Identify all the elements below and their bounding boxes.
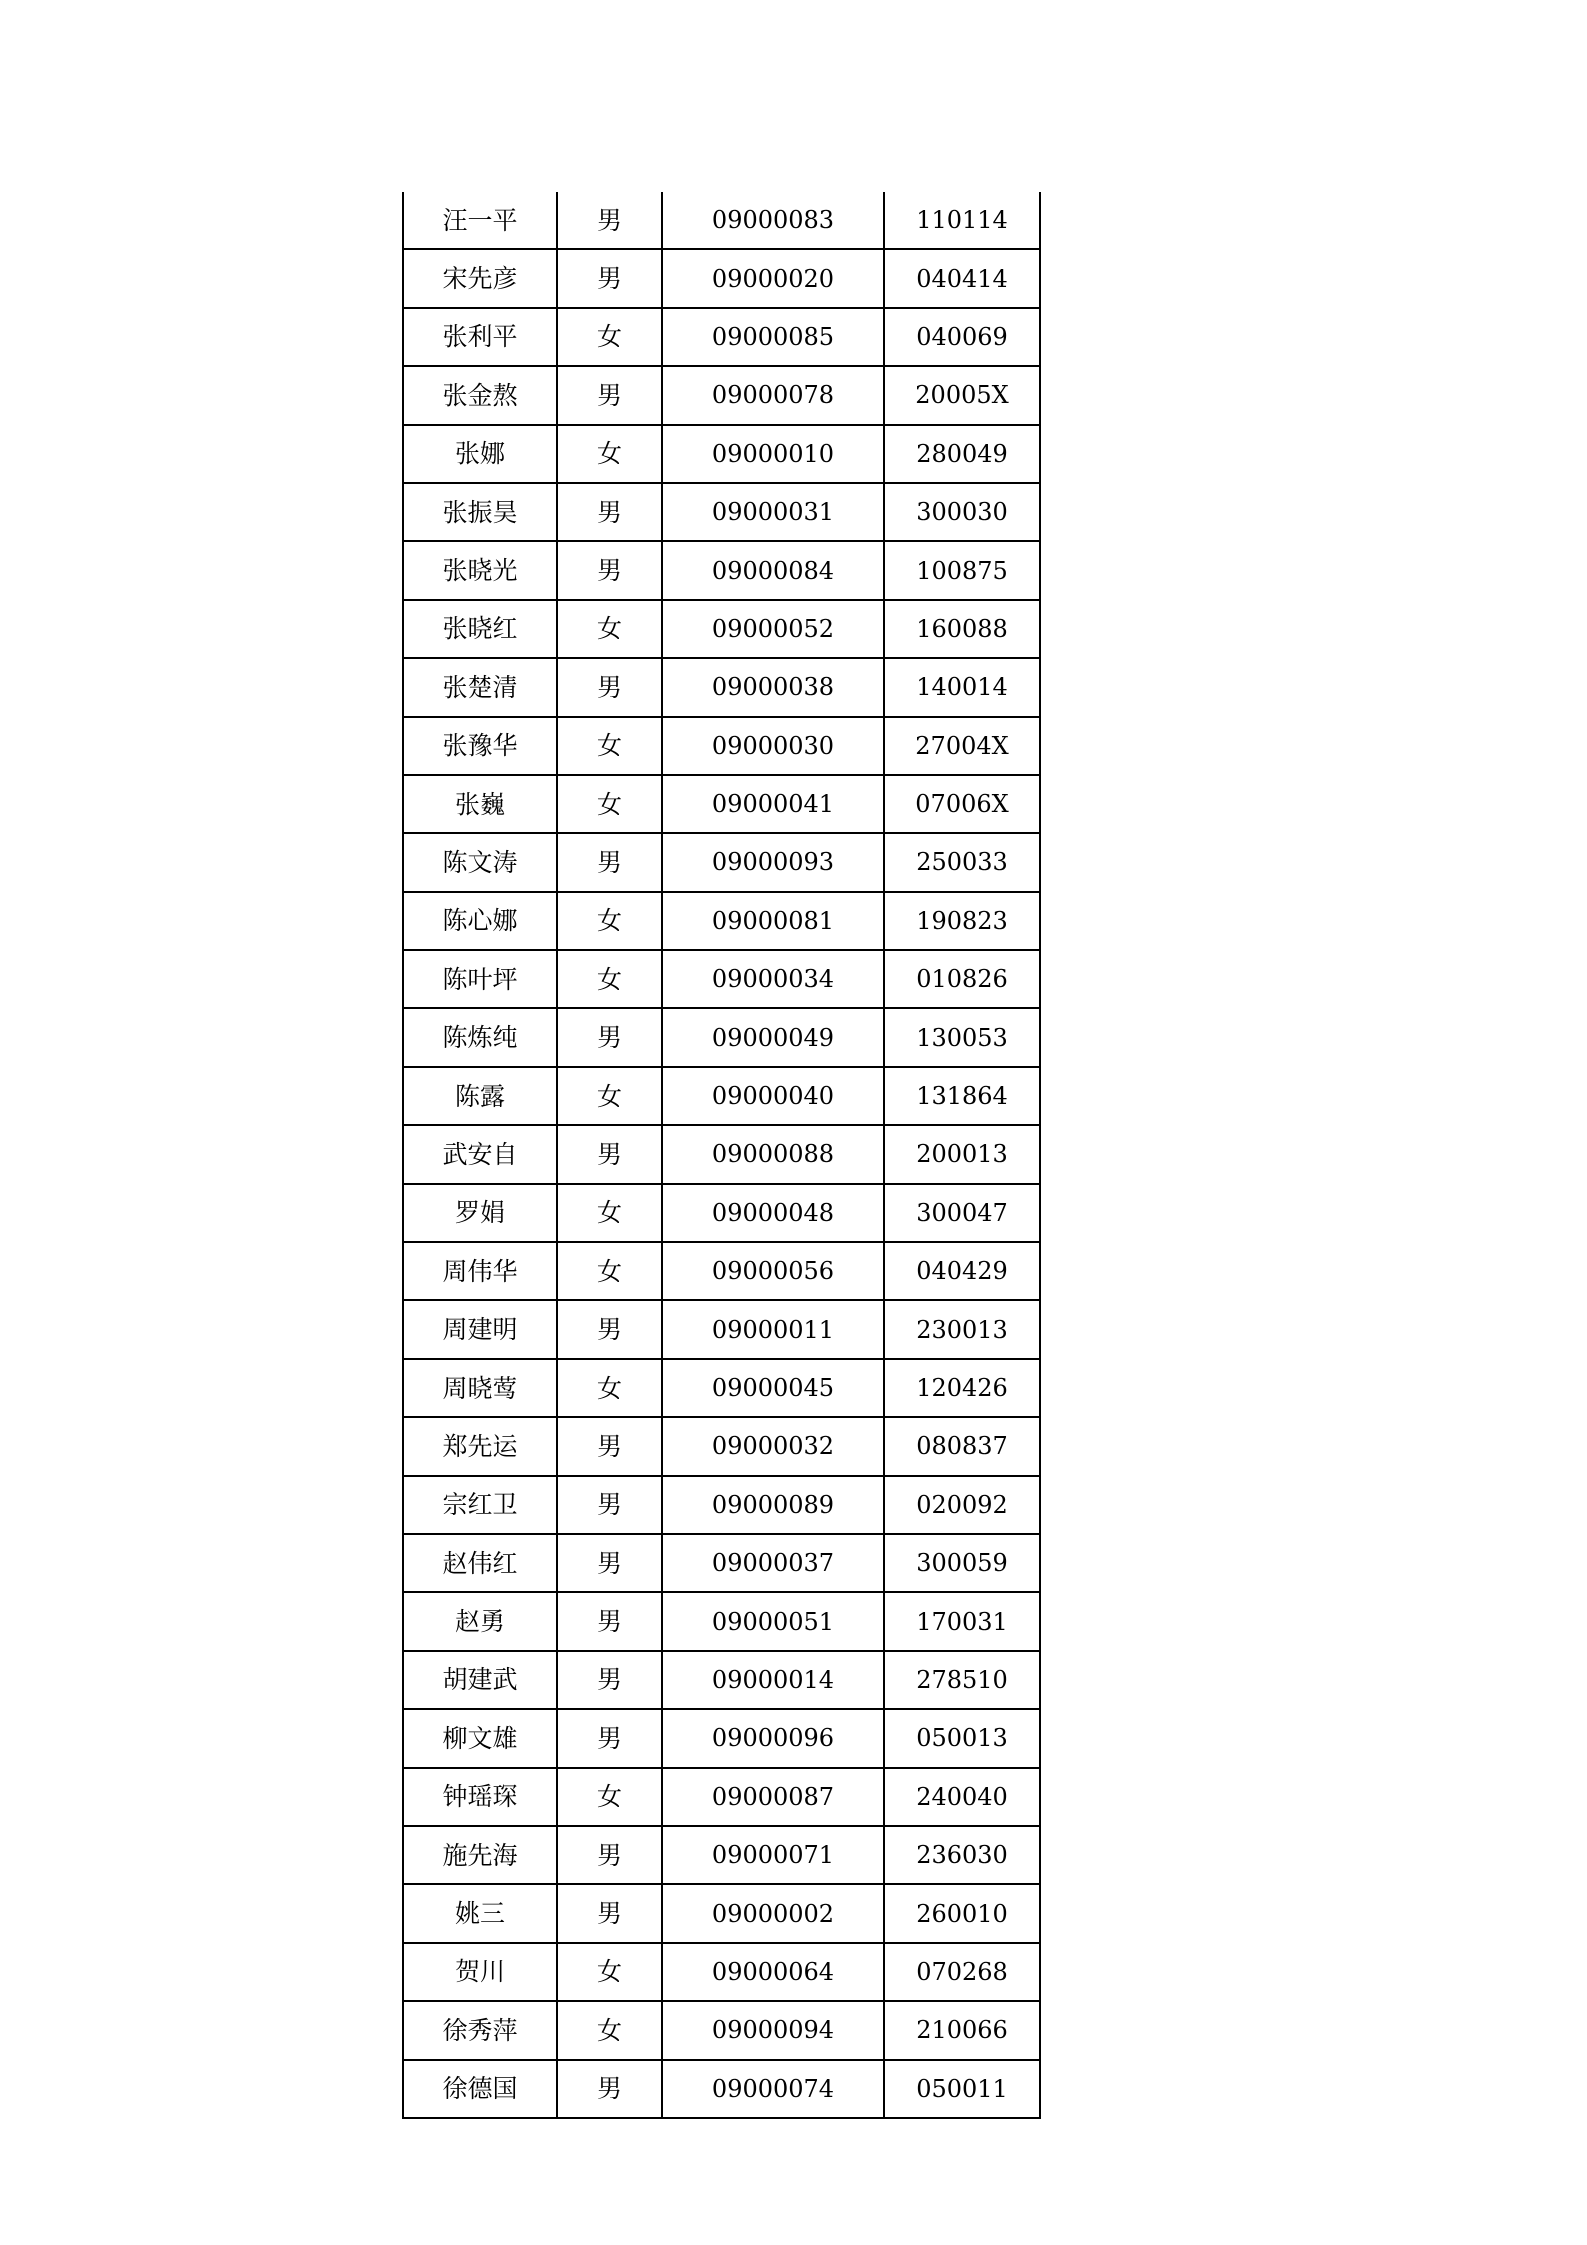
gender-cell: 女 [557,717,662,775]
gender-cell: 男 [557,1592,662,1650]
name-cell: 陈叶坪 [403,950,557,1008]
gender-cell: 男 [557,1300,662,1358]
name-cell: 陈露 [403,1067,557,1125]
gender-cell: 男 [557,1826,662,1884]
gender-cell: 女 [557,308,662,366]
id-number-cell: 09000049 [662,1008,884,1066]
code-cell: 300047 [884,1184,1040,1242]
code-cell: 07006X [884,775,1040,833]
table-row [403,541,1040,599]
id-number-cell: 09000084 [662,541,884,599]
code-cell: 080837 [884,1417,1040,1475]
code-cell: 240040 [884,1768,1040,1826]
id-number-cell: 09000083 [662,192,884,249]
gender-cell: 女 [557,1768,662,1826]
code-cell: 300030 [884,483,1040,541]
gender-cell: 男 [557,658,662,716]
id-number-cell: 09000014 [662,1651,884,1709]
id-number-cell: 09000081 [662,892,884,950]
id-number-cell: 09000011 [662,1300,884,1358]
table-row [403,1826,1040,1884]
name-cell: 张振昊 [403,483,557,541]
id-number-cell: 09000038 [662,658,884,716]
table-row [403,2060,1040,2118]
code-cell: 050013 [884,1709,1040,1767]
code-cell: 190823 [884,892,1040,950]
id-number-cell: 09000045 [662,1359,884,1417]
roster-table-body [403,192,1040,2118]
table-row [403,192,1040,249]
id-number-cell: 09000093 [662,833,884,891]
id-number-cell: 09000034 [662,950,884,1008]
id-number-cell: 09000048 [662,1184,884,1242]
name-cell: 陈炼纯 [403,1008,557,1066]
gender-cell: 女 [557,1067,662,1125]
gender-cell: 男 [557,1417,662,1475]
roster-table [402,192,1041,2119]
code-cell: 27004X [884,717,1040,775]
name-cell: 汪一平 [403,192,557,249]
table-row [403,1008,1040,1066]
id-number-cell: 09000071 [662,1826,884,1884]
code-cell: 050011 [884,2060,1040,2118]
id-number-cell: 09000056 [662,1242,884,1300]
gender-cell: 男 [557,541,662,599]
name-cell: 周晓莺 [403,1359,557,1417]
table-row [403,1067,1040,1125]
code-cell: 100875 [884,541,1040,599]
table-row [403,1768,1040,1826]
id-number-cell: 09000031 [662,483,884,541]
name-cell: 张楚清 [403,658,557,716]
name-cell: 张晓光 [403,541,557,599]
table-row [403,1534,1040,1592]
code-cell: 040414 [884,249,1040,307]
name-cell: 徐秀萍 [403,2001,557,2059]
table-row [403,1184,1040,1242]
code-cell: 170031 [884,1592,1040,1650]
gender-cell: 男 [557,1125,662,1183]
code-cell: 278510 [884,1651,1040,1709]
name-cell: 宗红卫 [403,1476,557,1534]
name-cell: 施先海 [403,1826,557,1884]
table-row [403,483,1040,541]
code-cell: 131864 [884,1067,1040,1125]
id-number-cell: 09000020 [662,249,884,307]
table-row [403,1242,1040,1300]
code-cell: 200013 [884,1125,1040,1183]
table-row [403,950,1040,1008]
code-cell: 20005X [884,366,1040,424]
name-cell: 钟瑶琛 [403,1768,557,1826]
gender-cell: 女 [557,600,662,658]
code-cell: 210066 [884,2001,1040,2059]
gender-cell: 男 [557,366,662,424]
name-cell: 徐德国 [403,2060,557,2118]
table-row [403,717,1040,775]
id-number-cell: 09000052 [662,600,884,658]
table-row [403,775,1040,833]
gender-cell: 男 [557,1476,662,1534]
name-cell: 陈心娜 [403,892,557,950]
name-cell: 郑先运 [403,1417,557,1475]
code-cell: 120426 [884,1359,1040,1417]
code-cell: 010826 [884,950,1040,1008]
id-number-cell: 09000041 [662,775,884,833]
table-row [403,658,1040,716]
table-row [403,1709,1040,1767]
gender-cell: 男 [557,1008,662,1066]
name-cell: 张豫华 [403,717,557,775]
code-cell: 040069 [884,308,1040,366]
gender-cell: 女 [557,1242,662,1300]
id-number-cell: 09000096 [662,1709,884,1767]
table-row [403,1884,1040,1942]
id-number-cell: 09000078 [662,366,884,424]
gender-cell: 男 [557,833,662,891]
name-cell: 胡建武 [403,1651,557,1709]
table-row [403,1651,1040,1709]
id-number-cell: 09000010 [662,425,884,483]
id-number-cell: 09000040 [662,1067,884,1125]
id-number-cell: 09000032 [662,1417,884,1475]
name-cell: 罗娟 [403,1184,557,1242]
name-cell: 张利平 [403,308,557,366]
code-cell: 160088 [884,600,1040,658]
id-number-cell: 09000089 [662,1476,884,1534]
name-cell: 武安自 [403,1125,557,1183]
code-cell: 250033 [884,833,1040,891]
name-cell: 陈文涛 [403,833,557,891]
gender-cell: 男 [557,1884,662,1942]
gender-cell: 女 [557,892,662,950]
id-number-cell: 09000094 [662,2001,884,2059]
name-cell: 贺川 [403,1943,557,2001]
code-cell: 070268 [884,1943,1040,2001]
code-cell: 110114 [884,192,1040,249]
name-cell: 周伟华 [403,1242,557,1300]
code-cell: 280049 [884,425,1040,483]
table-row [403,1592,1040,1650]
table-row [403,2001,1040,2059]
gender-cell: 男 [557,483,662,541]
table-row [403,425,1040,483]
gender-cell: 男 [557,1534,662,1592]
table-row [403,366,1040,424]
table-row [403,1300,1040,1358]
table-row [403,308,1040,366]
gender-cell: 女 [557,425,662,483]
table-row [403,600,1040,658]
id-number-cell: 09000002 [662,1884,884,1942]
code-cell: 230013 [884,1300,1040,1358]
name-cell: 张巍 [403,775,557,833]
name-cell: 周建明 [403,1300,557,1358]
table-row [403,1417,1040,1475]
id-number-cell: 09000074 [662,2060,884,2118]
code-cell: 260010 [884,1884,1040,1942]
code-cell: 300059 [884,1534,1040,1592]
gender-cell: 女 [557,950,662,1008]
gender-cell: 女 [557,775,662,833]
name-cell: 张金熬 [403,366,557,424]
gender-cell: 男 [557,1651,662,1709]
id-number-cell: 09000037 [662,1534,884,1592]
gender-cell: 女 [557,1359,662,1417]
id-number-cell: 09000051 [662,1592,884,1650]
name-cell: 赵勇 [403,1592,557,1650]
code-cell: 140014 [884,658,1040,716]
code-cell: 040429 [884,1242,1040,1300]
code-cell: 236030 [884,1826,1040,1884]
gender-cell: 男 [557,249,662,307]
gender-cell: 女 [557,2001,662,2059]
table-row [403,1359,1040,1417]
gender-cell: 男 [557,2060,662,2118]
id-number-cell: 09000087 [662,1768,884,1826]
name-cell: 柳文雄 [403,1709,557,1767]
id-number-cell: 09000088 [662,1125,884,1183]
table-row [403,1476,1040,1534]
id-number-cell: 09000064 [662,1943,884,2001]
name-cell: 张晓红 [403,600,557,658]
code-cell: 020092 [884,1476,1040,1534]
table-row [403,833,1040,891]
name-cell: 赵伟红 [403,1534,557,1592]
code-cell: 130053 [884,1008,1040,1066]
name-cell: 姚三 [403,1884,557,1942]
gender-cell: 男 [557,192,662,249]
name-cell: 张娜 [403,425,557,483]
gender-cell: 男 [557,1709,662,1767]
table-row [403,249,1040,307]
table-row [403,892,1040,950]
table-row [403,1943,1040,2001]
name-cell: 宋先彦 [403,249,557,307]
gender-cell: 女 [557,1943,662,2001]
id-number-cell: 09000030 [662,717,884,775]
table-row [403,1125,1040,1183]
id-number-cell: 09000085 [662,308,884,366]
gender-cell: 女 [557,1184,662,1242]
